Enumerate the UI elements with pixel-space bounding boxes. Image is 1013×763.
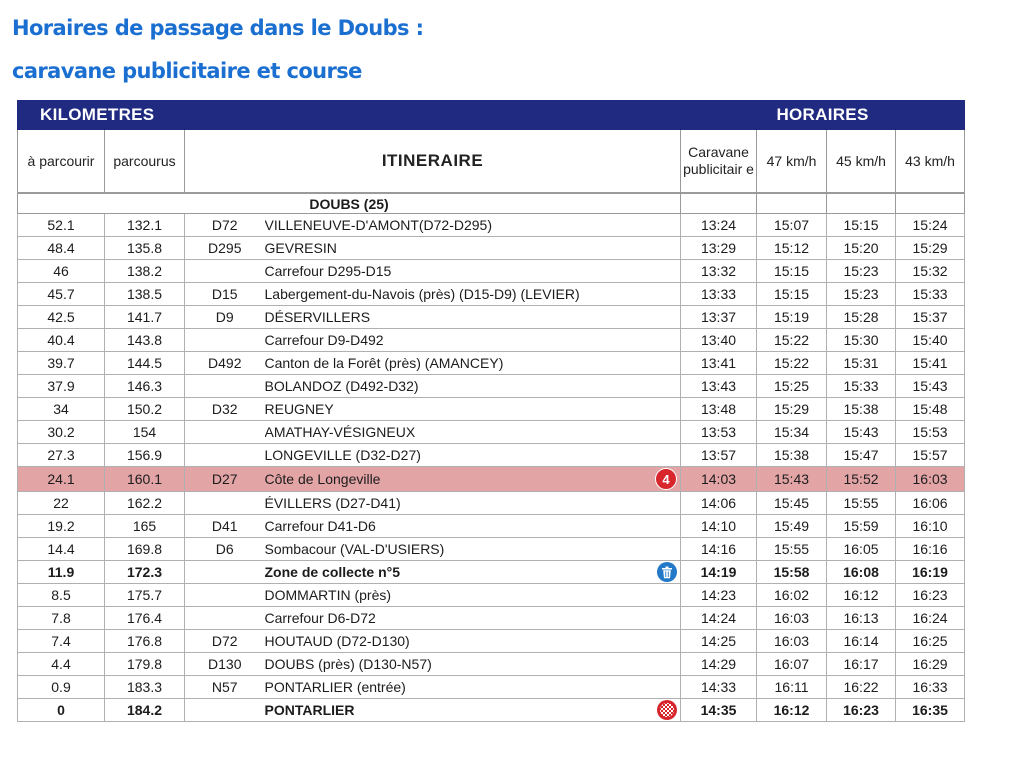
remaining-km-cell: 27.3 (18, 444, 105, 467)
time-45-cell: 16:23 (827, 699, 896, 722)
remaining-km-cell: 52.1 (18, 214, 105, 237)
place-label: Carrefour D9-D492 (264, 332, 384, 348)
remaining-km-cell: 4.4 (18, 653, 105, 676)
place-label: Labergement-du-Navois (près) (D15-D9) (LEVIER) (264, 286, 580, 302)
speed-45-header: 45 km/h (827, 130, 896, 194)
time-45-cell: 16:05 (827, 538, 896, 561)
time-45-cell: 15:43 (827, 421, 896, 444)
time-43-cell: 16:25 (896, 630, 965, 653)
place-label: DOMMARTIN (près) (264, 587, 392, 603)
place-cell (265, 398, 681, 421)
road-cell: D32 (185, 398, 265, 421)
time-47-cell: 16:02 (757, 584, 827, 607)
place-cell (265, 467, 681, 492)
covered-km-cell: 143.8 (105, 329, 185, 352)
covered-km-cell: 184.2 (105, 699, 185, 722)
table-row (18, 653, 965, 676)
road-cell: D9 (185, 306, 265, 329)
page-title: Horaires de passage dans le Doubs : (12, 16, 424, 40)
covered-km-header: parcourus (105, 130, 185, 194)
time-45-cell: 15:23 (827, 260, 896, 283)
road-cell (185, 260, 265, 283)
road-cell (185, 561, 265, 584)
table-row (18, 237, 965, 260)
page-subtitle: caravane publicitaire et course (12, 59, 362, 83)
table-row (18, 676, 965, 699)
time-43-cell: 15:48 (896, 398, 965, 421)
place-label: BOLANDOZ (D492-D32) (264, 378, 419, 394)
caravan-time-cell: 14:06 (681, 492, 757, 515)
place-label: Carrefour D295-D15 (264, 263, 392, 279)
time-45-cell: 15:33 (827, 375, 896, 398)
caravan-time-cell: 14:19 (681, 561, 757, 584)
time-45-cell: 15:28 (827, 306, 896, 329)
place-label: HOUTAUD (D72-D130) (264, 633, 410, 649)
covered-km-cell: 156.9 (105, 444, 185, 467)
place-cell (265, 444, 681, 467)
place-cell (265, 283, 681, 306)
place-label: DÉSERVILLERS (264, 309, 371, 325)
place-cell (265, 329, 681, 352)
place-cell (265, 515, 681, 538)
remaining-km-cell: 24.1 (18, 467, 105, 492)
place-label: DOUBS (près) (D130-N57) (264, 656, 432, 672)
remaining-km-cell: 22 (18, 492, 105, 515)
place-label: GEVRESIN (264, 240, 337, 256)
place-cell (265, 237, 681, 260)
table-row (18, 630, 965, 653)
time-45-cell: 15:47 (827, 444, 896, 467)
caravan-time-cell: 13:57 (681, 444, 757, 467)
time-45-cell: 15:38 (827, 398, 896, 421)
time-45-cell: 15:52 (827, 467, 896, 492)
time-43-cell: 16:29 (896, 653, 965, 676)
time-43-cell: 15:43 (896, 375, 965, 398)
times-band-header: HORAIRES (681, 101, 965, 130)
caravan-time-cell: 13:29 (681, 237, 757, 260)
remaining-km-cell: 39.7 (18, 352, 105, 375)
place-cell (265, 306, 681, 329)
time-43-cell: 16:19 (896, 561, 965, 584)
road-cell: D6 (185, 538, 265, 561)
time-45-cell: 15:23 (827, 283, 896, 306)
covered-km-cell: 154 (105, 421, 185, 444)
time-45-cell: 15:31 (827, 352, 896, 375)
remaining-km-cell: 11.9 (18, 561, 105, 584)
time-43-cell: 15:32 (896, 260, 965, 283)
time-45-cell: 15:55 (827, 492, 896, 515)
place-cell (265, 538, 681, 561)
time-43-cell: 15:57 (896, 444, 965, 467)
road-cell: N57 (185, 676, 265, 699)
place-cell (265, 352, 681, 375)
time-47-cell: 16:03 (757, 607, 827, 630)
remaining-km-cell: 14.4 (18, 538, 105, 561)
time-43-cell: 16:10 (896, 515, 965, 538)
table-row (18, 306, 965, 329)
time-47-cell: 15:25 (757, 375, 827, 398)
caravan-time-cell: 14:33 (681, 676, 757, 699)
table-row (18, 492, 965, 515)
place-label: VILLENEUVE-D'AMONT(D72-D295) (264, 217, 493, 233)
remaining-km-cell: 42.5 (18, 306, 105, 329)
time-47-cell: 15:29 (757, 398, 827, 421)
time-43-cell: 16:03 (896, 467, 965, 492)
time-47-cell: 15:15 (757, 260, 827, 283)
caravan-time-cell: 14:24 (681, 607, 757, 630)
place-cell (265, 607, 681, 630)
time-45-cell: 15:30 (827, 329, 896, 352)
place-label: Zone de collecte n°5 (264, 564, 401, 580)
road-cell (185, 607, 265, 630)
table-row (18, 375, 965, 398)
road-cell: D492 (185, 352, 265, 375)
road-cell (185, 699, 265, 722)
km-band-header: KILOMETRES (18, 101, 681, 130)
route-header: ITINERAIRE (185, 130, 681, 194)
table-row (18, 352, 965, 375)
place-label: LONGEVILLE (D32-D27) (264, 447, 421, 463)
covered-km-cell: 132.1 (105, 214, 185, 237)
finish-flag-icon (657, 700, 677, 720)
caravan-time-cell: 14:16 (681, 538, 757, 561)
schedule-table (17, 100, 965, 722)
road-cell (185, 584, 265, 607)
road-cell: D15 (185, 283, 265, 306)
remaining-km-cell: 34 (18, 398, 105, 421)
remaining-km-cell: 0 (18, 699, 105, 722)
remaining-km-cell: 30.2 (18, 421, 105, 444)
time-43-cell: 15:24 (896, 214, 965, 237)
time-45-cell: 16:14 (827, 630, 896, 653)
time-45-cell: 16:12 (827, 584, 896, 607)
remaining-km-cell: 45.7 (18, 283, 105, 306)
covered-km-cell: 135.8 (105, 237, 185, 260)
caravan-time-cell: 13:43 (681, 375, 757, 398)
table-row (18, 584, 965, 607)
remaining-km-cell: 46 (18, 260, 105, 283)
table-row (18, 444, 965, 467)
covered-km-cell: 160.1 (105, 467, 185, 492)
collection-zone-bin-icon (657, 562, 677, 582)
road-cell: D72 (185, 214, 265, 237)
section-title: DOUBS (25) (18, 193, 681, 214)
place-label: Carrefour D6-D72 (264, 610, 376, 626)
time-47-cell: 15:34 (757, 421, 827, 444)
caravan-time-cell: 13:53 (681, 421, 757, 444)
road-cell (185, 329, 265, 352)
remaining-km-cell: 7.8 (18, 607, 105, 630)
caravan-time-cell: 13:41 (681, 352, 757, 375)
time-43-cell: 16:33 (896, 676, 965, 699)
time-43-cell: 15:53 (896, 421, 965, 444)
table-row (18, 515, 965, 538)
time-47-cell: 15:07 (757, 214, 827, 237)
road-cell: D295 (185, 237, 265, 260)
covered-km-cell: 162.2 (105, 492, 185, 515)
place-label: Côte de Longeville (264, 471, 381, 487)
caravan-time-cell: 14:03 (681, 467, 757, 492)
covered-km-cell: 175.7 (105, 584, 185, 607)
place-cell (265, 653, 681, 676)
time-45-cell: 16:22 (827, 676, 896, 699)
place-cell (265, 584, 681, 607)
climb-category-icon: 4 (655, 468, 677, 490)
time-45-cell: 16:17 (827, 653, 896, 676)
place-cell (265, 260, 681, 283)
caravan-time-cell: 14:29 (681, 653, 757, 676)
place-label: Sombacour (VAL-D'USIERS) (264, 541, 445, 557)
table-row (18, 467, 965, 492)
covered-km-cell: 169.8 (105, 538, 185, 561)
caravan-time-cell: 14:10 (681, 515, 757, 538)
covered-km-cell: 141.7 (105, 306, 185, 329)
caravan-time-cell: 13:24 (681, 214, 757, 237)
place-cell (265, 421, 681, 444)
time-45-cell: 15:15 (827, 214, 896, 237)
place-cell (265, 630, 681, 653)
table-row (18, 699, 965, 722)
time-47-cell: 16:03 (757, 630, 827, 653)
caravan-time-cell: 13:40 (681, 329, 757, 352)
road-cell (185, 375, 265, 398)
time-47-cell: 15:45 (757, 492, 827, 515)
speed-43-header: 43 km/h (896, 130, 965, 194)
time-47-cell: 15:12 (757, 237, 827, 260)
time-45-cell: 15:59 (827, 515, 896, 538)
time-47-cell: 16:12 (757, 699, 827, 722)
road-cell: D72 (185, 630, 265, 653)
time-43-cell: 16:24 (896, 607, 965, 630)
road-cell: D41 (185, 515, 265, 538)
remaining-km-cell: 37.9 (18, 375, 105, 398)
time-47-cell: 15:55 (757, 538, 827, 561)
road-cell (185, 444, 265, 467)
road-cell: D27 (185, 467, 265, 492)
caravan-time-cell: 13:33 (681, 283, 757, 306)
remaining-km-cell: 40.4 (18, 329, 105, 352)
road-cell: D130 (185, 653, 265, 676)
covered-km-cell: 150.2 (105, 398, 185, 421)
table-row (18, 607, 965, 630)
time-47-cell: 15:15 (757, 283, 827, 306)
covered-km-cell: 138.2 (105, 260, 185, 283)
remaining-km-cell: 8.5 (18, 584, 105, 607)
place-cell (265, 676, 681, 699)
place-label: ÉVILLERS (D27-D41) (264, 495, 401, 511)
time-47-cell: 15:22 (757, 329, 827, 352)
caravan-time-cell: 14:23 (681, 584, 757, 607)
time-43-cell: 16:16 (896, 538, 965, 561)
place-cell (265, 375, 681, 398)
road-cell (185, 421, 265, 444)
covered-km-cell: 172.3 (105, 561, 185, 584)
place-cell (265, 492, 681, 515)
caravan-time-cell: 14:35 (681, 699, 757, 722)
table-row (18, 214, 965, 237)
place-cell (265, 699, 681, 722)
covered-km-cell: 179.8 (105, 653, 185, 676)
time-43-cell: 16:35 (896, 699, 965, 722)
caravan-time-cell: 13:32 (681, 260, 757, 283)
time-47-cell: 15:38 (757, 444, 827, 467)
time-47-cell: 15:22 (757, 352, 827, 375)
table-row (18, 283, 965, 306)
time-47-cell: 16:07 (757, 653, 827, 676)
time-43-cell: 16:06 (896, 492, 965, 515)
table-row (18, 561, 965, 584)
time-43-cell: 15:40 (896, 329, 965, 352)
time-47-cell: 15:58 (757, 561, 827, 584)
time-47-cell: 15:43 (757, 467, 827, 492)
remaining-km-cell: 19.2 (18, 515, 105, 538)
time-47-cell: 15:49 (757, 515, 827, 538)
time-45-cell: 16:13 (827, 607, 896, 630)
place-label: REUGNEY (264, 401, 334, 417)
table-row (18, 398, 965, 421)
table-row (18, 329, 965, 352)
remaining-km-cell: 48.4 (18, 237, 105, 260)
caravan-time-cell: 13:48 (681, 398, 757, 421)
time-43-cell: 15:41 (896, 352, 965, 375)
table-row (18, 421, 965, 444)
caravan-time-cell: 14:25 (681, 630, 757, 653)
covered-km-cell: 144.5 (105, 352, 185, 375)
covered-km-cell: 176.8 (105, 630, 185, 653)
time-45-cell: 16:08 (827, 561, 896, 584)
place-label: AMATHAY-VÉSIGNEUX (264, 424, 416, 440)
covered-km-cell: 165 (105, 515, 185, 538)
table-row (18, 538, 965, 561)
time-43-cell: 16:23 (896, 584, 965, 607)
table-row (18, 260, 965, 283)
place-label: PONTARLIER (entrée) (264, 679, 406, 695)
covered-km-cell: 183.3 (105, 676, 185, 699)
time-43-cell: 15:37 (896, 306, 965, 329)
place-cell (265, 561, 681, 584)
covered-km-cell: 138.5 (105, 283, 185, 306)
speed-47-header: 47 km/h (757, 130, 827, 194)
covered-km-cell: 176.4 (105, 607, 185, 630)
remaining-km-header: à parcourir (18, 130, 105, 194)
remaining-km-cell: 7.4 (18, 630, 105, 653)
covered-km-cell: 146.3 (105, 375, 185, 398)
time-45-cell: 15:20 (827, 237, 896, 260)
road-cell (185, 492, 265, 515)
caravan-time-cell: 13:37 (681, 306, 757, 329)
place-label: Canton de la Forêt (près) (AMANCEY) (264, 355, 504, 371)
time-43-cell: 15:29 (896, 237, 965, 260)
time-43-cell: 15:33 (896, 283, 965, 306)
place-label: Carrefour D41-D6 (264, 518, 376, 534)
remaining-km-cell: 0.9 (18, 676, 105, 699)
time-47-cell: 15:19 (757, 306, 827, 329)
place-cell (265, 214, 681, 237)
place-label: PONTARLIER (264, 702, 355, 718)
time-47-cell: 16:11 (757, 676, 827, 699)
caravan-header: Caravane publicitair e (681, 130, 757, 194)
